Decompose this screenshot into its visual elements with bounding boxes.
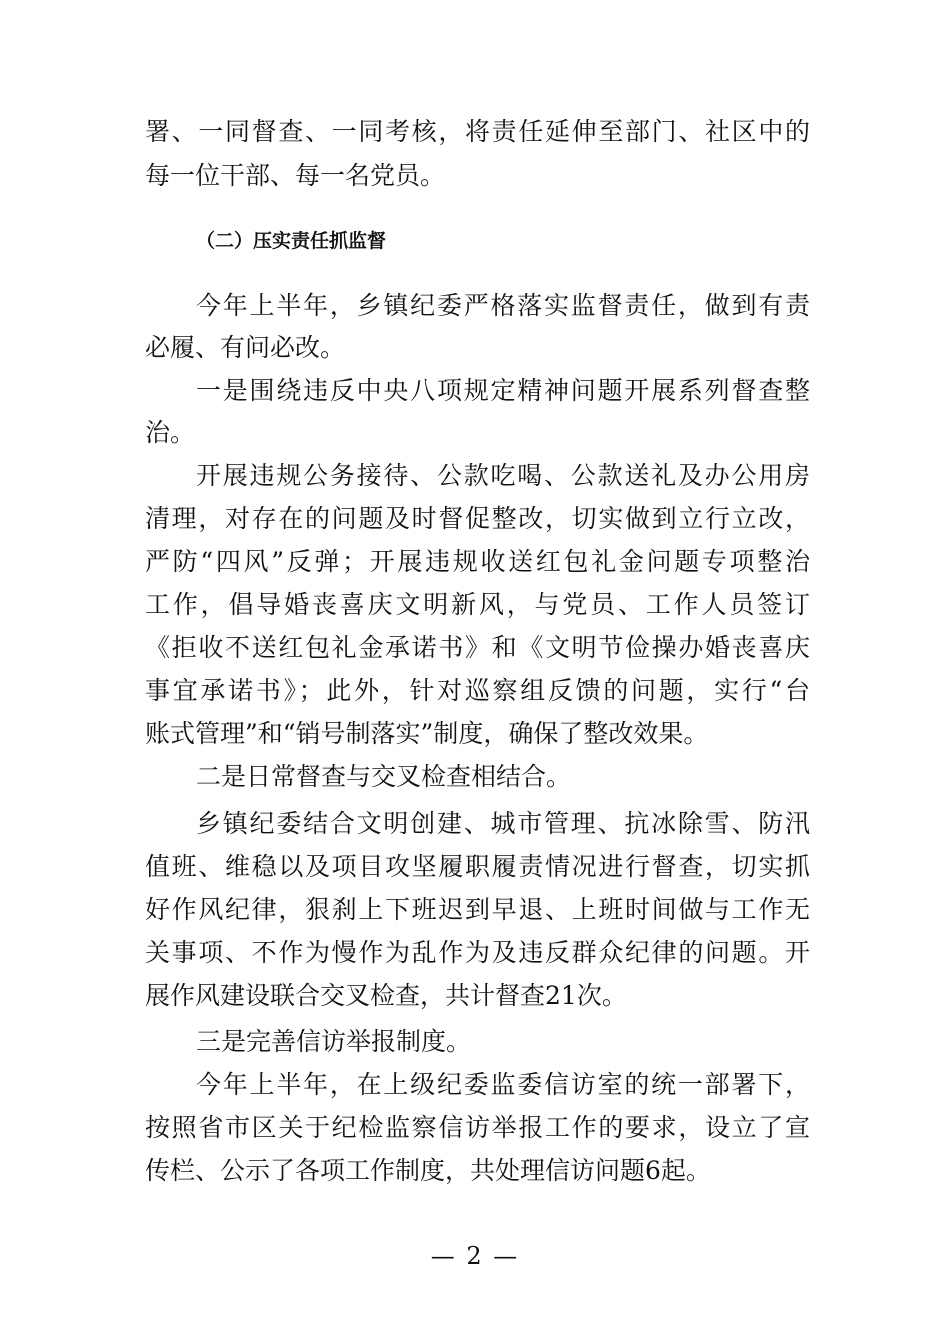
body-line: 清理，对存在的问题及时督促整改，切实做到立行立改， xyxy=(145,504,810,533)
body-line: 乡镇纪委结合文明创建、城市管理、抗冰除雪、防汛 xyxy=(196,809,810,838)
body-line: 展作风建设联合交叉检查，共计督查21次。 xyxy=(145,981,627,1010)
body-line: 必履、有问必改。 xyxy=(145,333,346,362)
body-line: 三是完善信访举报制度。 xyxy=(196,1027,472,1056)
body-line: 值班、维稳以及项目攻坚履职履责情况进行督查，切实抓 xyxy=(145,852,810,881)
body-line: 好作风纪律，狠刹上下班迟到早退、上班时间做与工作无 xyxy=(145,895,810,924)
body-line: 工作，倡导婚丧喜庆文明新风，与党员、工作人员签订 xyxy=(145,590,810,619)
body-line: 《拒收不送红包礼金承诺书》和《文明节俭操办婚丧喜庆 xyxy=(145,633,810,662)
body-line: 治。 xyxy=(145,418,196,447)
body-line: 账式管理”和“销号制落实”制度，确保了整改效果。 xyxy=(145,719,709,748)
page-number: — 2 — xyxy=(430,1242,520,1270)
body-line: 关事项、不作为慢作为乱作为及违反群众纪律的问题。开 xyxy=(145,938,810,967)
body-line: 一是围绕违反中央八项规定精神问题开展系列督查整 xyxy=(196,376,810,405)
body-line: 今年上半年，在上级纪委监委信访室的统一部署下， xyxy=(196,1070,810,1099)
body-line: 二是日常督查与交叉检查相结合。 xyxy=(196,762,572,791)
body-line: 严防“四风”反弹；开展违规收送红包礼金问题专项整治 xyxy=(145,547,810,576)
body-line: 开展违规公务接待、公款吃喝、公款送礼及办公用房 xyxy=(196,461,810,490)
body-line: 传栏、公示了各项工作制度，共处理信访问题6起。 xyxy=(145,1156,711,1185)
section-heading: （二）压实责任抓监督 xyxy=(196,230,387,252)
body-line: 署、一同督查、一同考核，将责任延伸至部门、社区中的 xyxy=(145,117,810,146)
body-line: 按照省市区关于纪检监察信访举报工作的要求，设立了宣 xyxy=(145,1113,810,1142)
body-line: 每一位干部、每一名党员。 xyxy=(145,161,446,190)
body-line: 事宜承诺书》；此外，针对巡察组反馈的问题，实行“台 xyxy=(145,676,810,705)
body-line: 今年上半年，乡镇纪委严格落实监督责任，做到有责 xyxy=(196,291,810,320)
